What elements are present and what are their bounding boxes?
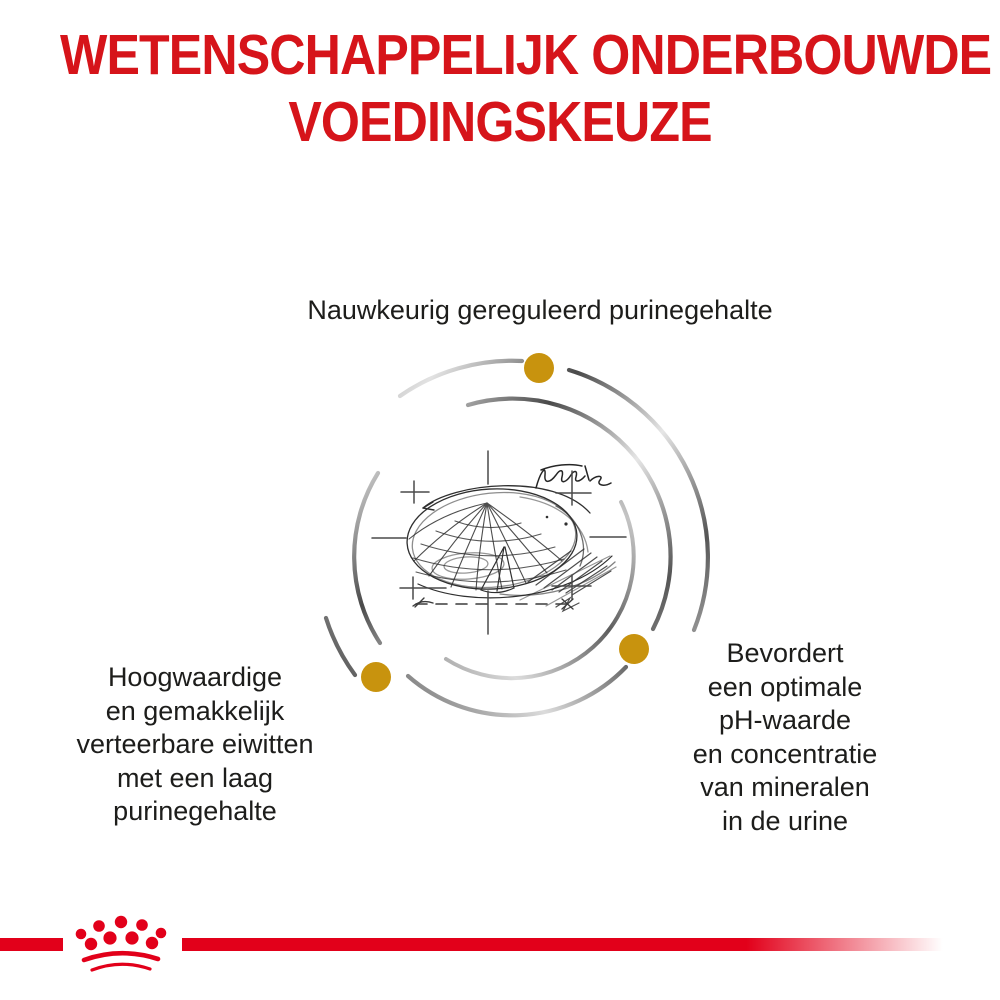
callout-left-line: met een laag xyxy=(116,762,274,793)
page-title-line-2: VOEDINGSKEUZE xyxy=(288,90,712,154)
callout-left-line: en gemakkelijk xyxy=(105,695,285,726)
gold-dot-top xyxy=(524,353,554,383)
orbit-dots xyxy=(361,353,649,692)
callout-left-line: purinegehalte xyxy=(113,796,277,826)
callout-left-line: verteerbare eiwitten xyxy=(76,729,314,759)
callout-top-line: Nauwkeurig gereguleerd purinegehalte xyxy=(307,295,773,325)
kibble-sketch-icon xyxy=(372,451,626,634)
callout-right-line: van mineralen xyxy=(700,772,870,802)
callout-right-line: pH-waarde xyxy=(718,705,852,735)
page-title-line-1: WETENSCHAPPELIJK ONDERBOUWDE xyxy=(60,23,992,87)
signature-scribble-icon xyxy=(536,465,611,488)
callout-right-line: in de urine xyxy=(721,805,849,836)
gold-dot-left xyxy=(361,662,391,692)
callout-right-line: en concentratie xyxy=(692,738,878,769)
royal-canin-crown-icon xyxy=(76,916,167,970)
callout-right-line: Bevordert xyxy=(726,638,844,668)
callout-left-line: Hoogwaardige xyxy=(107,662,283,692)
callout-right-line: een optimale xyxy=(707,671,863,702)
gold-dot-right xyxy=(619,634,649,664)
